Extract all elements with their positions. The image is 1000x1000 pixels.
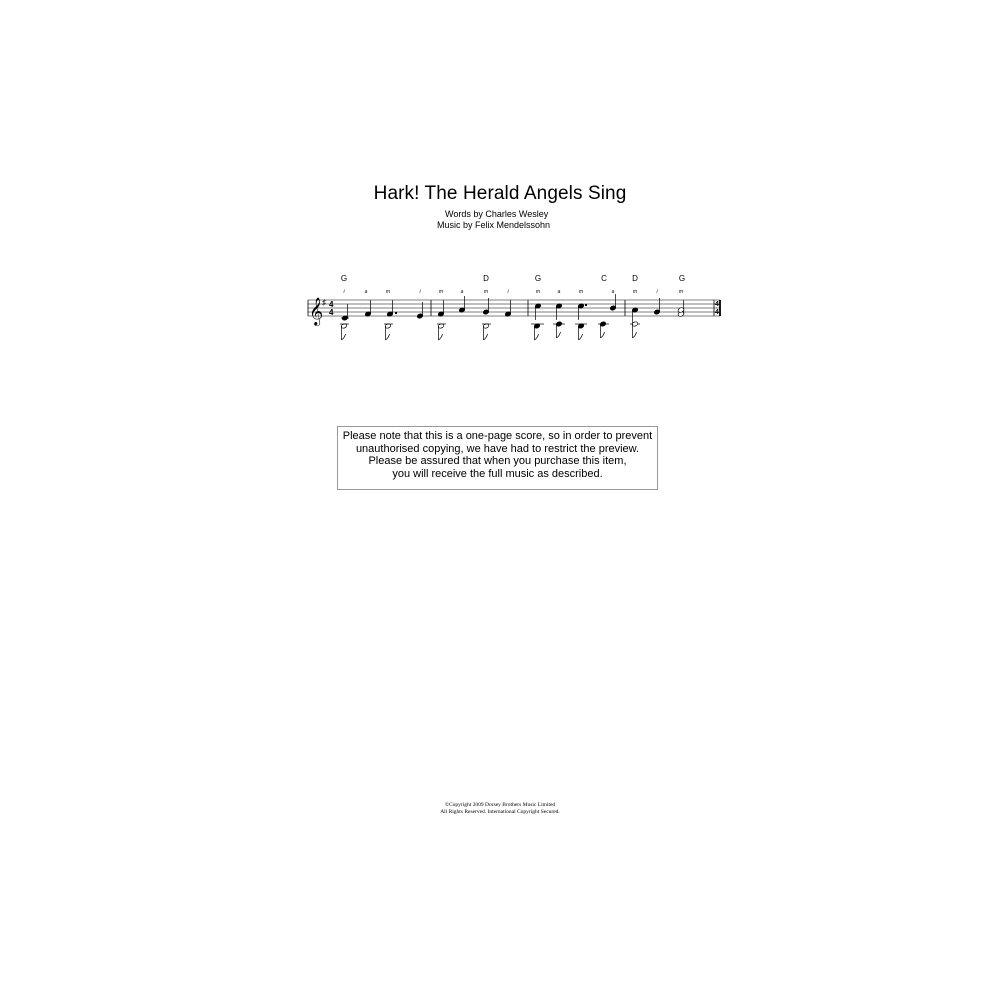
sharp-icon: ♯ xyxy=(322,298,326,307)
treble-clef-icon: 𝄞 xyxy=(309,298,324,325)
music-staff xyxy=(300,266,730,356)
fingering: a xyxy=(557,289,561,295)
preview-notice xyxy=(337,426,658,490)
notice-line: Please be assured that when you purchase this item, xyxy=(368,455,627,467)
fingering: a xyxy=(611,289,615,295)
fingering: m xyxy=(385,289,391,295)
svg-text:4: 4 xyxy=(329,308,334,317)
chord-symbol: D xyxy=(632,274,638,283)
fingering: i xyxy=(656,289,658,295)
fingering: m xyxy=(535,289,541,295)
copyright-line: All Rights Reserved. International Copyright Secured. xyxy=(440,809,560,815)
lyricist-credit: Words by Charles Wesley xyxy=(445,209,549,219)
fingering: m xyxy=(632,289,638,295)
fingering: i xyxy=(343,289,345,295)
chord-symbol: C xyxy=(601,274,607,283)
fingering: m xyxy=(578,289,584,295)
fingering: i xyxy=(419,289,421,295)
score-title: Hark! The Herald Angels Sing xyxy=(373,183,627,204)
fingering: m xyxy=(678,289,684,295)
chord-symbol: G xyxy=(534,274,542,283)
svg-text:4: 4 xyxy=(329,300,334,309)
fingering: a xyxy=(364,289,368,295)
copyright-notice xyxy=(0,802,1000,816)
composer-credit: Music by Felix Mendelssohn xyxy=(437,220,551,230)
chord-symbol: G xyxy=(340,274,348,283)
fingering: m xyxy=(438,289,444,295)
fingering: i xyxy=(507,289,509,295)
chord-symbol: D xyxy=(483,274,489,283)
copyright-line: ©Copyright 2009 Dorsey Brothers Music Limited xyxy=(444,802,556,808)
notice-line: you will receive the full music as described. xyxy=(392,467,603,480)
svg-text:4: 4 xyxy=(715,301,719,308)
notice-line: unauthorised copying, we have had to restrict the preview. xyxy=(355,442,640,455)
fingering: a xyxy=(460,289,464,295)
notice-line: Please note that this is a one-page score, so in order to prevent xyxy=(342,430,653,442)
fingering: m xyxy=(483,289,489,295)
chord-symbol: G xyxy=(678,274,686,283)
svg-text:4: 4 xyxy=(715,309,719,316)
time-signature xyxy=(329,300,334,317)
